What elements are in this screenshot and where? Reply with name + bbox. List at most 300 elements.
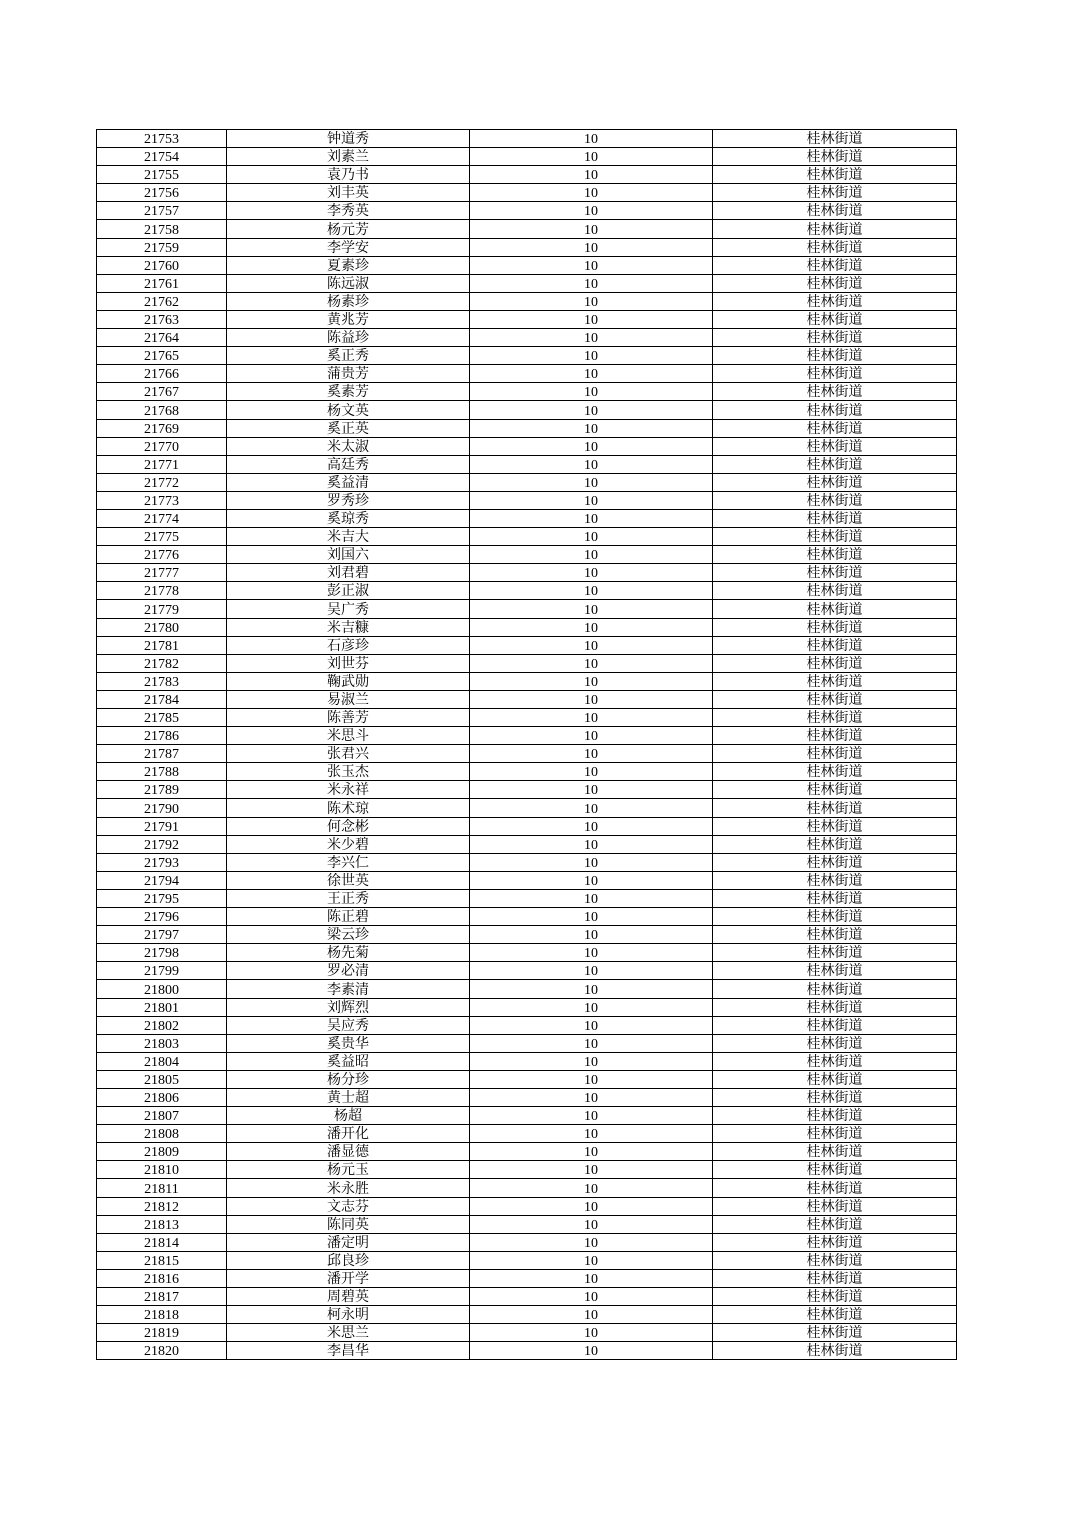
serial-number-cell: 21772 xyxy=(97,473,227,491)
table-row xyxy=(97,238,957,256)
amount-cell: 10 xyxy=(470,781,713,799)
table-row xyxy=(97,1107,957,1125)
name-cell: 王正秀 xyxy=(227,889,470,907)
table-row xyxy=(97,926,957,944)
subdistrict-cell: 桂林街道 xyxy=(713,1324,957,1342)
table-row xyxy=(97,509,957,527)
table-row xyxy=(97,690,957,708)
table-row xyxy=(97,1088,957,1106)
serial-number-cell: 21762 xyxy=(97,292,227,310)
subdistrict-cell: 桂林街道 xyxy=(713,908,957,926)
name-cell: 米永胜 xyxy=(227,1179,470,1197)
table-row xyxy=(97,184,957,202)
subdistrict-cell: 桂林街道 xyxy=(713,220,957,238)
serial-number-cell: 21816 xyxy=(97,1269,227,1287)
name-cell: 吴广秀 xyxy=(227,600,470,618)
table-row xyxy=(97,437,957,455)
table-row xyxy=(97,383,957,401)
name-cell: 高廷秀 xyxy=(227,455,470,473)
amount-cell: 10 xyxy=(470,564,713,582)
serial-number-cell: 21775 xyxy=(97,528,227,546)
table-row xyxy=(97,1161,957,1179)
amount-cell: 10 xyxy=(470,1288,713,1306)
table-row xyxy=(97,401,957,419)
serial-number-cell: 21797 xyxy=(97,926,227,944)
serial-number-cell: 21779 xyxy=(97,600,227,618)
table-row xyxy=(97,1233,957,1251)
serial-number-cell: 21763 xyxy=(97,310,227,328)
table-row xyxy=(97,148,957,166)
serial-number-cell: 21789 xyxy=(97,781,227,799)
serial-number-cell: 21804 xyxy=(97,1052,227,1070)
name-cell: 杨素珍 xyxy=(227,292,470,310)
name-cell: 邱良珍 xyxy=(227,1251,470,1269)
name-cell: 鞠武勋 xyxy=(227,672,470,690)
name-cell: 李素清 xyxy=(227,980,470,998)
subdistrict-cell: 桂林街道 xyxy=(713,564,957,582)
table-row xyxy=(97,274,957,292)
table-row xyxy=(97,672,957,690)
amount-cell: 10 xyxy=(470,763,713,781)
serial-number-cell: 21807 xyxy=(97,1107,227,1125)
name-cell: 罗秀珍 xyxy=(227,491,470,509)
subdistrict-cell: 桂林街道 xyxy=(713,546,957,564)
subdistrict-cell: 桂林街道 xyxy=(713,1070,957,1088)
name-cell: 周碧英 xyxy=(227,1288,470,1306)
table-row xyxy=(97,202,957,220)
subdistrict-cell: 桂林街道 xyxy=(713,1161,957,1179)
amount-cell: 10 xyxy=(470,1143,713,1161)
subdistrict-cell: 桂林街道 xyxy=(713,455,957,473)
amount-cell: 10 xyxy=(470,853,713,871)
name-cell: 潘显德 xyxy=(227,1143,470,1161)
name-cell: 刘国六 xyxy=(227,546,470,564)
amount-cell: 10 xyxy=(470,401,713,419)
name-cell: 刘君碧 xyxy=(227,564,470,582)
subdistrict-cell: 桂林街道 xyxy=(713,1143,957,1161)
amount-cell: 10 xyxy=(470,1070,713,1088)
subdistrict-cell: 桂林街道 xyxy=(713,1197,957,1215)
table-row xyxy=(97,473,957,491)
subdistrict-cell: 桂林街道 xyxy=(713,202,957,220)
subdistrict-cell: 桂林街道 xyxy=(713,944,957,962)
amount-cell: 10 xyxy=(470,256,713,274)
table-row xyxy=(97,1034,957,1052)
amount-cell: 10 xyxy=(470,727,713,745)
serial-number-cell: 21811 xyxy=(97,1179,227,1197)
serial-number-cell: 21757 xyxy=(97,202,227,220)
name-cell: 奚益昭 xyxy=(227,1052,470,1070)
serial-number-cell: 21770 xyxy=(97,437,227,455)
serial-number-cell: 21754 xyxy=(97,148,227,166)
amount-cell: 10 xyxy=(470,799,713,817)
amount-cell: 10 xyxy=(470,1306,713,1324)
table-row xyxy=(97,1179,957,1197)
subdistrict-cell: 桂林街道 xyxy=(713,1016,957,1034)
subdistrict-cell: 桂林街道 xyxy=(713,727,957,745)
subdistrict-cell: 桂林街道 xyxy=(713,148,957,166)
subdistrict-cell: 桂林街道 xyxy=(713,437,957,455)
subdistrict-cell: 桂林街道 xyxy=(713,365,957,383)
subdistrict-cell: 桂林街道 xyxy=(713,1215,957,1233)
serial-number-cell: 21809 xyxy=(97,1143,227,1161)
amount-cell: 10 xyxy=(470,1324,713,1342)
table-row xyxy=(97,256,957,274)
name-cell: 李秀英 xyxy=(227,202,470,220)
table-row xyxy=(97,600,957,618)
name-cell: 吴应秀 xyxy=(227,1016,470,1034)
subdistrict-cell: 桂林街道 xyxy=(713,709,957,727)
table-body xyxy=(97,130,957,1360)
amount-cell: 10 xyxy=(470,926,713,944)
name-cell: 米思兰 xyxy=(227,1324,470,1342)
subdistrict-cell: 桂林街道 xyxy=(713,835,957,853)
table-row xyxy=(97,835,957,853)
amount-cell: 10 xyxy=(470,365,713,383)
name-cell: 米吉糠 xyxy=(227,618,470,636)
table-row xyxy=(97,130,957,148)
subdistrict-cell: 桂林街道 xyxy=(713,672,957,690)
serial-number-cell: 21785 xyxy=(97,709,227,727)
name-cell: 米永祥 xyxy=(227,781,470,799)
name-cell: 袁乃书 xyxy=(227,166,470,184)
serial-number-cell: 21815 xyxy=(97,1251,227,1269)
subdistrict-cell: 桂林街道 xyxy=(713,1233,957,1251)
amount-cell: 10 xyxy=(470,509,713,527)
serial-number-cell: 21760 xyxy=(97,256,227,274)
table-row xyxy=(97,1306,957,1324)
table-row xyxy=(97,1070,957,1088)
name-cell: 何念彬 xyxy=(227,817,470,835)
amount-cell: 10 xyxy=(470,582,713,600)
table-row xyxy=(97,1125,957,1143)
name-cell: 陈善芳 xyxy=(227,709,470,727)
amount-cell: 10 xyxy=(470,1161,713,1179)
subdistrict-cell: 桂林街道 xyxy=(713,1107,957,1125)
amount-cell: 10 xyxy=(470,709,713,727)
table-row xyxy=(97,1215,957,1233)
subdistrict-cell: 桂林街道 xyxy=(713,1251,957,1269)
subdistrict-cell: 桂林街道 xyxy=(713,1088,957,1106)
name-cell: 杨分珍 xyxy=(227,1070,470,1088)
name-cell: 李学安 xyxy=(227,238,470,256)
amount-cell: 10 xyxy=(470,202,713,220)
name-cell: 张玉杰 xyxy=(227,763,470,781)
table-row xyxy=(97,455,957,473)
subdistrict-cell: 桂林街道 xyxy=(713,1288,957,1306)
subdistrict-cell: 桂林街道 xyxy=(713,166,957,184)
serial-number-cell: 21781 xyxy=(97,636,227,654)
subdistrict-cell: 桂林街道 xyxy=(713,419,957,437)
name-cell: 杨先菊 xyxy=(227,944,470,962)
serial-number-cell: 21802 xyxy=(97,1016,227,1034)
subdistrict-cell: 桂林街道 xyxy=(713,998,957,1016)
serial-number-cell: 21799 xyxy=(97,962,227,980)
subdistrict-cell: 桂林街道 xyxy=(713,238,957,256)
name-cell: 陈远淑 xyxy=(227,274,470,292)
amount-cell: 10 xyxy=(470,962,713,980)
name-cell: 陈同英 xyxy=(227,1215,470,1233)
name-cell: 柯永明 xyxy=(227,1306,470,1324)
amount-cell: 10 xyxy=(470,889,713,907)
name-cell: 黄士超 xyxy=(227,1088,470,1106)
table-row xyxy=(97,491,957,509)
table-row xyxy=(97,1016,957,1034)
serial-number-cell: 21778 xyxy=(97,582,227,600)
serial-number-cell: 21756 xyxy=(97,184,227,202)
subdistrict-cell: 桂林街道 xyxy=(713,184,957,202)
table-row xyxy=(97,998,957,1016)
amount-cell: 10 xyxy=(470,835,713,853)
serial-number-cell: 21812 xyxy=(97,1197,227,1215)
table-row xyxy=(97,853,957,871)
table-row xyxy=(97,727,957,745)
amount-cell: 10 xyxy=(470,672,713,690)
name-cell: 夏素珍 xyxy=(227,256,470,274)
subdistrict-cell: 桂林街道 xyxy=(713,491,957,509)
name-cell: 米思斗 xyxy=(227,727,470,745)
table-row xyxy=(97,220,957,238)
amount-cell: 10 xyxy=(470,437,713,455)
subdistrict-cell: 桂林街道 xyxy=(713,1125,957,1143)
name-cell: 米吉大 xyxy=(227,528,470,546)
amount-cell: 10 xyxy=(470,636,713,654)
subdistrict-cell: 桂林街道 xyxy=(713,274,957,292)
subdistrict-cell: 桂林街道 xyxy=(713,763,957,781)
amount-cell: 10 xyxy=(470,455,713,473)
table-row xyxy=(97,781,957,799)
table-row xyxy=(97,1269,957,1287)
table-row xyxy=(97,310,957,328)
subdistrict-cell: 桂林街道 xyxy=(713,817,957,835)
name-cell: 陈益珍 xyxy=(227,329,470,347)
table-row xyxy=(97,817,957,835)
name-cell: 杨文英 xyxy=(227,401,470,419)
amount-cell: 10 xyxy=(470,166,713,184)
subdistrict-cell: 桂林街道 xyxy=(713,383,957,401)
serial-number-cell: 21768 xyxy=(97,401,227,419)
amount-cell: 10 xyxy=(470,310,713,328)
subdistrict-cell: 桂林街道 xyxy=(713,473,957,491)
serial-number-cell: 21788 xyxy=(97,763,227,781)
serial-number-cell: 21800 xyxy=(97,980,227,998)
serial-number-cell: 21801 xyxy=(97,998,227,1016)
serial-number-cell: 21755 xyxy=(97,166,227,184)
serial-number-cell: 21792 xyxy=(97,835,227,853)
name-cell: 潘开化 xyxy=(227,1125,470,1143)
table-row xyxy=(97,365,957,383)
table-row xyxy=(97,980,957,998)
amount-cell: 10 xyxy=(470,1269,713,1287)
amount-cell: 10 xyxy=(470,347,713,365)
name-cell: 易淑兰 xyxy=(227,690,470,708)
serial-number-cell: 21759 xyxy=(97,238,227,256)
amount-cell: 10 xyxy=(470,238,713,256)
table-row xyxy=(97,347,957,365)
name-cell: 陈术琼 xyxy=(227,799,470,817)
name-cell: 潘开学 xyxy=(227,1269,470,1287)
amount-cell: 10 xyxy=(470,1233,713,1251)
name-cell: 奚益清 xyxy=(227,473,470,491)
name-cell: 刘素兰 xyxy=(227,148,470,166)
subdistrict-cell: 桂林街道 xyxy=(713,745,957,763)
subdistrict-cell: 桂林街道 xyxy=(713,853,957,871)
subdistrict-cell: 桂林街道 xyxy=(713,256,957,274)
amount-cell: 10 xyxy=(470,1215,713,1233)
amount-cell: 10 xyxy=(470,491,713,509)
amount-cell: 10 xyxy=(470,1179,713,1197)
table-row xyxy=(97,799,957,817)
subdistrict-cell: 桂林街道 xyxy=(713,889,957,907)
serial-number-cell: 21771 xyxy=(97,455,227,473)
amount-cell: 10 xyxy=(470,292,713,310)
amount-cell: 10 xyxy=(470,600,713,618)
amount-cell: 10 xyxy=(470,817,713,835)
subdistrict-cell: 桂林街道 xyxy=(713,1269,957,1287)
amount-cell: 10 xyxy=(470,908,713,926)
name-cell: 黄兆芳 xyxy=(227,310,470,328)
subdistrict-cell: 桂林街道 xyxy=(713,329,957,347)
serial-number-cell: 21819 xyxy=(97,1324,227,1342)
serial-number-cell: 21794 xyxy=(97,871,227,889)
amount-cell: 10 xyxy=(470,654,713,672)
amount-cell: 10 xyxy=(470,1251,713,1269)
serial-number-cell: 21810 xyxy=(97,1161,227,1179)
name-cell: 杨超 xyxy=(227,1107,470,1125)
amount-cell: 10 xyxy=(470,1034,713,1052)
subdistrict-cell: 桂林街道 xyxy=(713,636,957,654)
subdistrict-cell: 桂林街道 xyxy=(713,509,957,527)
name-cell: 李兴仁 xyxy=(227,853,470,871)
serial-number-cell: 21793 xyxy=(97,853,227,871)
name-cell: 钟道秀 xyxy=(227,130,470,148)
subdistrict-cell: 桂林街道 xyxy=(713,1306,957,1324)
amount-cell: 10 xyxy=(470,998,713,1016)
amount-cell: 10 xyxy=(470,980,713,998)
serial-number-cell: 21765 xyxy=(97,347,227,365)
subdistrict-cell: 桂林街道 xyxy=(713,654,957,672)
table-row xyxy=(97,546,957,564)
amount-cell: 10 xyxy=(470,1088,713,1106)
name-cell: 罗必清 xyxy=(227,962,470,980)
amount-cell: 10 xyxy=(470,130,713,148)
table-row xyxy=(97,1143,957,1161)
serial-number-cell: 21820 xyxy=(97,1342,227,1360)
subdistrict-cell: 桂林街道 xyxy=(713,310,957,328)
subdistrict-cell: 桂林街道 xyxy=(713,926,957,944)
amount-cell: 10 xyxy=(470,690,713,708)
subdistrict-cell: 桂林街道 xyxy=(713,781,957,799)
serial-number-cell: 21803 xyxy=(97,1034,227,1052)
serial-number-cell: 21784 xyxy=(97,690,227,708)
subdistrict-cell: 桂林街道 xyxy=(713,980,957,998)
amount-cell: 10 xyxy=(470,528,713,546)
subdistrict-cell: 桂林街道 xyxy=(713,347,957,365)
table-row xyxy=(97,618,957,636)
name-cell: 文志芬 xyxy=(227,1197,470,1215)
serial-number-cell: 21798 xyxy=(97,944,227,962)
serial-number-cell: 21776 xyxy=(97,546,227,564)
amount-cell: 10 xyxy=(470,184,713,202)
name-cell: 李昌华 xyxy=(227,1342,470,1360)
table-row xyxy=(97,1288,957,1306)
subdistrict-cell: 桂林街道 xyxy=(713,1052,957,1070)
name-cell: 杨元玉 xyxy=(227,1161,470,1179)
serial-number-cell: 21761 xyxy=(97,274,227,292)
table-row xyxy=(97,582,957,600)
amount-cell: 10 xyxy=(470,1342,713,1360)
name-cell: 奚正英 xyxy=(227,419,470,437)
subdistrict-cell: 桂林街道 xyxy=(713,690,957,708)
subdistrict-cell: 桂林街道 xyxy=(713,1179,957,1197)
serial-number-cell: 21786 xyxy=(97,727,227,745)
amount-cell: 10 xyxy=(470,473,713,491)
subdistrict-cell: 桂林街道 xyxy=(713,130,957,148)
amount-cell: 10 xyxy=(470,618,713,636)
amount-cell: 10 xyxy=(470,1197,713,1215)
table-row xyxy=(97,889,957,907)
amount-cell: 10 xyxy=(470,383,713,401)
data-table xyxy=(96,129,957,1360)
table-row xyxy=(97,763,957,781)
amount-cell: 10 xyxy=(470,745,713,763)
serial-number-cell: 21805 xyxy=(97,1070,227,1088)
table-row xyxy=(97,636,957,654)
table-row xyxy=(97,329,957,347)
table-row xyxy=(97,292,957,310)
amount-cell: 10 xyxy=(470,329,713,347)
subdistrict-cell: 桂林街道 xyxy=(713,1342,957,1360)
name-cell: 奚正秀 xyxy=(227,347,470,365)
serial-number-cell: 21766 xyxy=(97,365,227,383)
subdistrict-cell: 桂林街道 xyxy=(713,401,957,419)
serial-number-cell: 21774 xyxy=(97,509,227,527)
amount-cell: 10 xyxy=(470,871,713,889)
serial-number-cell: 21808 xyxy=(97,1125,227,1143)
amount-cell: 10 xyxy=(470,944,713,962)
table-row xyxy=(97,166,957,184)
amount-cell: 10 xyxy=(470,148,713,166)
subdistrict-cell: 桂林街道 xyxy=(713,799,957,817)
serial-number-cell: 21783 xyxy=(97,672,227,690)
name-cell: 刘世芬 xyxy=(227,654,470,672)
serial-number-cell: 21758 xyxy=(97,220,227,238)
serial-number-cell: 21782 xyxy=(97,654,227,672)
serial-number-cell: 21796 xyxy=(97,908,227,926)
name-cell: 杨元芳 xyxy=(227,220,470,238)
serial-number-cell: 21780 xyxy=(97,618,227,636)
serial-number-cell: 21753 xyxy=(97,130,227,148)
serial-number-cell: 21767 xyxy=(97,383,227,401)
amount-cell: 10 xyxy=(470,1052,713,1070)
name-cell: 刘辉烈 xyxy=(227,998,470,1016)
subdistrict-cell: 桂林街道 xyxy=(713,582,957,600)
name-cell: 奚琼秀 xyxy=(227,509,470,527)
serial-number-cell: 21764 xyxy=(97,329,227,347)
amount-cell: 10 xyxy=(470,1016,713,1034)
table-row xyxy=(97,1197,957,1215)
table-row xyxy=(97,654,957,672)
serial-number-cell: 21790 xyxy=(97,799,227,817)
name-cell: 张君兴 xyxy=(227,745,470,763)
amount-cell: 10 xyxy=(470,1107,713,1125)
serial-number-cell: 21813 xyxy=(97,1215,227,1233)
serial-number-cell: 21777 xyxy=(97,564,227,582)
table-row xyxy=(97,1052,957,1070)
table-row xyxy=(97,908,957,926)
name-cell: 彭正淑 xyxy=(227,582,470,600)
name-cell: 潘定明 xyxy=(227,1233,470,1251)
